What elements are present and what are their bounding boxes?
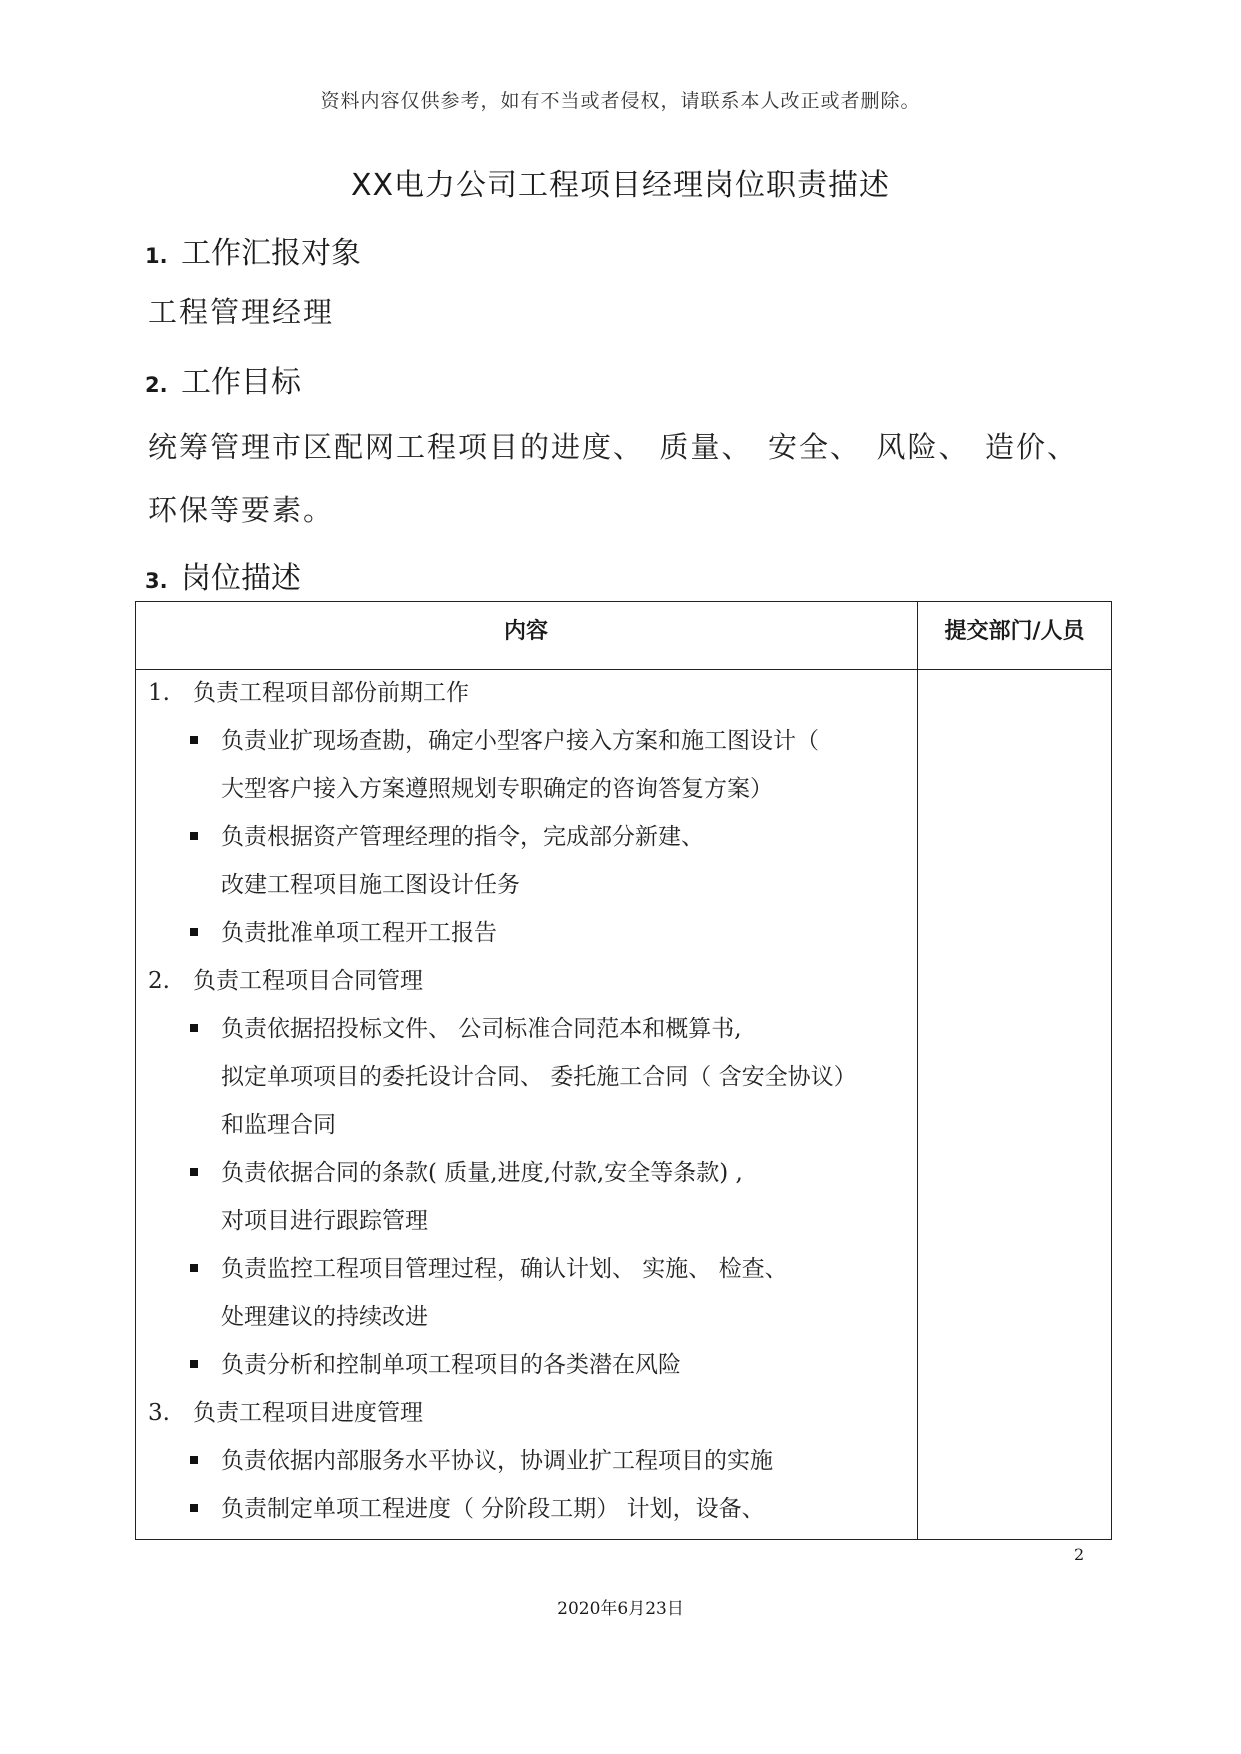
table-row-item: 大型客户接入方案遵照规划专职确定的咨询答复方案） [221,776,773,802]
section-heading-1 [145,228,361,272]
table-header-content: 内容 [503,619,548,644]
table-row-item: 拟定单项项目的委托设计合同、 委托施工合同（ 含安全协议） [221,1064,857,1090]
page-number: 2 [1074,1545,1085,1564]
bullet-icon [190,832,198,840]
goal-line-2: 环保等要素。 [148,493,335,527]
table-row-item: 和监理合同 [221,1112,336,1138]
bullet-icon [190,1456,198,1464]
disclaimer-header: 资料内容仅供参考，如有不当或者侵权，请联系本人改正或者删除。 [320,90,921,112]
table-row-item: 负责监控工程项目管理过程，确认计划、 实施、 检查、 [221,1256,788,1282]
table-row-item: 负责批准单项工程开工报告 [221,920,497,946]
bullet-icon [190,1168,198,1176]
table-row-item: 处理建议的持续改进 [221,1304,428,1330]
table-column-divider [917,601,918,1540]
table-row-item: 负责依据内部服务水平协议，协调业扩工程项目的实施 [221,1448,773,1474]
section-title: 工作汇报对象 [181,236,361,271]
bullet-icon [190,736,198,744]
section-number: 3. [145,569,168,593]
section-number: 1. [145,244,168,268]
goal-part: 统筹管理市区配网工程项目的进度、 [148,430,645,464]
goal-part: 质量、 [659,430,753,464]
footer-date: 2020年6月23日 [557,1599,684,1619]
table-row-item: 2. 负责工程项目合同管理 [148,968,423,994]
table-header-divider [135,669,1112,670]
table-row-item: 1. 负责工程项目部份前期工作 [148,680,469,706]
goal-line-1 [148,425,1078,466]
goal-part: 风险、 [876,430,970,464]
section-heading-2 [145,357,301,401]
table-row-item: 负责制定单项工程进度（ 分阶段工期） 计划，设备、 [221,1496,765,1522]
table-row-item: 负责依据招投标文件、 公司标准合同范本和概算书, [221,1016,742,1042]
bullet-icon [190,1024,198,1032]
bullet-icon [190,1504,198,1512]
section-title: 工作目标 [181,365,301,400]
section-heading-3 [145,553,301,597]
document-title: XX电力公司工程项目经理岗位职责描述 [350,168,891,203]
bullet-icon [190,928,198,936]
section-number: 2. [145,373,168,397]
report-to-text: 工程管理经理 [148,295,335,329]
section-title: 岗位描述 [181,561,301,596]
table-row-item: 对项目进行跟踪管理 [221,1208,428,1234]
bullet-icon [190,1264,198,1272]
bullet-icon [190,1360,198,1368]
table-row-item: 负责依据合同的条款( 质量,进度,付款,安全等条款) , [221,1160,743,1186]
table-row-item: 负责分析和控制单项工程项目的各类潜在风险 [221,1352,681,1378]
table-row-item: 改建工程项目施工图设计任务 [221,872,520,898]
table-row-item: 负责根据资产管理经理的指令，完成部分新建、 [221,824,704,850]
table-row-item: 负责业扩现场查勘，确定小型客户接入方案和施工图设计（ [221,728,819,754]
table-header-department: 提交部门/人员 [944,619,1085,644]
table-row-item: 3. 负责工程项目进度管理 [148,1400,423,1426]
goal-part: 安全、 [767,430,861,464]
goal-part: 造价、 [984,430,1078,464]
